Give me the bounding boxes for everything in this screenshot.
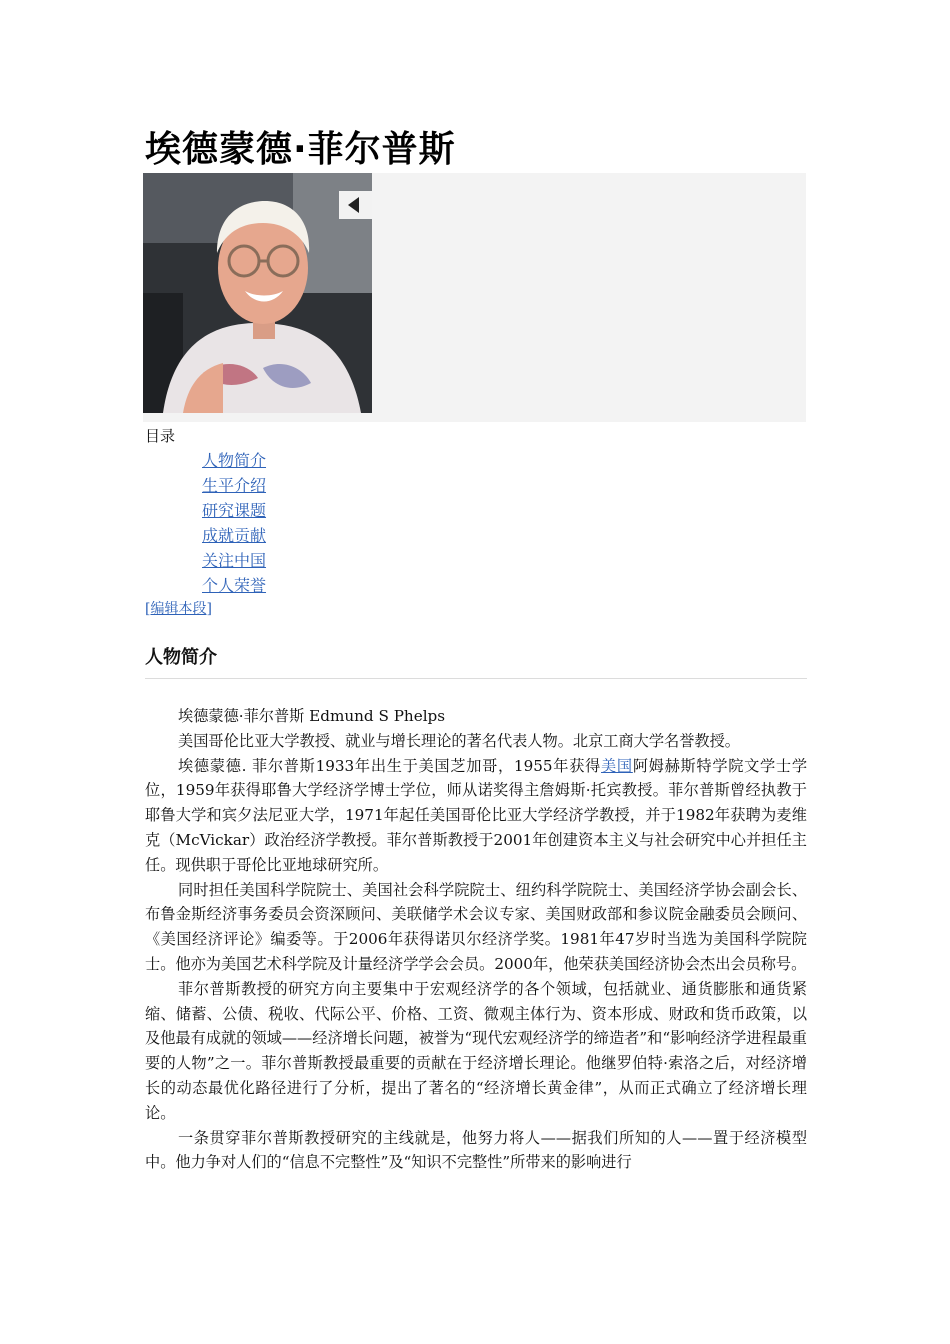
toc-item-research[interactable]: 研究课题	[202, 501, 267, 520]
paragraph-appointments: 同时担任美国科学院院士、美国社会科学院院士、纽约科学院院士、美国经济学协会副会长、布鲁金斯经济事务委员会资深顾问、美联储学术会议专家、美国财政部和参议院金融委员会顾问、《美国经济评论》编委等。于2006年获得诺贝尔经济学奖。1981年47岁时当选为美国科学院院士。他亦为美国艺术科学院及计量经济学学会会员。2000年，他荣获美国经济协会杰出会员称号。	[145, 880, 807, 973]
edit-bracket-close: ]	[206, 601, 212, 617]
edit-bracket-open: [	[145, 601, 151, 617]
paragraph-research: 菲尔普斯教授的研究方向主要集中于宏观经济学的各个领域，包括就业、通货膨胀和通货紧缩、储蓄、公债、税收、代际公平、价格、工资、微观主体行为、资本形成、财政和货币政策，以及他最有成就的领域——经济增长问题，被誉为“现代宏观经济学的缔造者”和“影响经济学进程最重要的人物”之一。菲尔普斯教授最重要的贡献在于经济增长理论。他继罗伯特·索洛之后，对经济增长的动态最优化路径进行了分析，提出了著名的“经济增长黄金律”，从而正式确立了经济增长理论。	[145, 979, 807, 1122]
toc-item-biography[interactable]: 生平介绍	[202, 476, 267, 495]
edit-section-link[interactable]	[145, 599, 212, 619]
paragraph-education	[145, 754, 807, 878]
section-divider	[145, 678, 807, 679]
edit-section-label: 编辑本段	[150, 601, 207, 617]
article-body	[145, 704, 807, 1175]
paragraph-theme: 一条贯穿菲尔普斯教授研究的主线就是，他努力将人——据我们所知的人——置于经济模型中。他力争对人们的“信息不完整性”及“知识不完整性”所带来的影响进行	[145, 1128, 807, 1172]
table-of-contents	[202, 448, 266, 598]
toc-item-profile[interactable]: 人物简介	[202, 451, 267, 470]
paragraph-education-start: 埃德蒙德. 菲尔普斯1933年出生于美国芝加哥，1955年获得	[178, 756, 601, 775]
portrait-panel	[143, 173, 806, 422]
page-title: 埃德蒙德·菲尔普斯	[145, 129, 456, 170]
paragraph-position: 美国哥伦比亚大学教授、就业与增长理论的著名代表人物。北京工商大学名誉教授。	[178, 731, 740, 750]
toc-label: 目录	[145, 427, 176, 445]
section-heading-profile: 人物简介	[145, 647, 217, 668]
toc-item-achievements[interactable]: 成就贡献	[202, 526, 267, 545]
paragraph-education-rest: 阿姆赫斯特学院文学士学位，1959年获得耶鲁大学经济学博士学位，师从诺奖得主詹姆斯·托宾教授。菲尔普斯曾经执教于耶鲁大学和宾夕法尼亚大学，1971年起任美国哥伦比亚大学经济学教授，并于1982年获聘为麦维克（McVickar）政治经济学教授。菲尔普斯教授于2001年创建资本主义与社会研究中心并担任主任。现供职于哥伦比亚地球研究所。	[145, 756, 808, 874]
portrait-photo	[143, 173, 372, 413]
toc-item-china[interactable]: 关注中国	[202, 551, 267, 570]
paragraph-name: 埃德蒙德·菲尔普斯 Edmund S Phelps	[178, 707, 446, 725]
toc-item-honors[interactable]: 个人荣誉	[202, 576, 267, 595]
link-usa[interactable]: 美国	[601, 756, 633, 775]
